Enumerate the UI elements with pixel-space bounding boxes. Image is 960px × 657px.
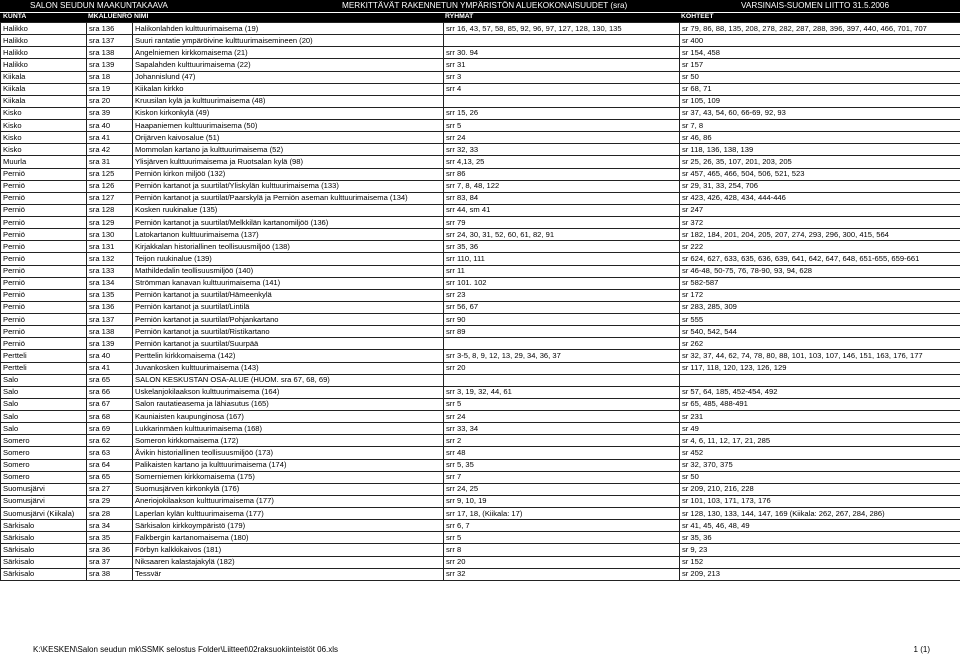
cell-mkaluenro: sra 41 xyxy=(87,362,133,374)
cell-kohteet: sr 283, 285, 309 xyxy=(680,301,960,313)
cell-mkaluenro: sra 40 xyxy=(87,350,133,362)
table-row xyxy=(1,204,960,216)
table-row xyxy=(1,556,960,568)
cell-kunta: Perniö xyxy=(1,192,87,204)
cell-mkaluenro: sra 69 xyxy=(87,423,133,435)
cell-kunta: Perniö xyxy=(1,253,87,265)
cell-mkaluenro: sra 129 xyxy=(87,217,133,229)
cell-ryhmat: srr 2 xyxy=(444,435,680,447)
cell-ryhmat: srr 8 xyxy=(444,544,680,556)
cell-kohteet: sr 32, 37, 44, 62, 74, 78, 80, 88, 101, 103, 107, 146, 151, 163, 176, 177 xyxy=(680,350,960,362)
table-row xyxy=(1,568,960,580)
cell-kohteet: sr 105, 109 xyxy=(680,95,960,107)
cell-mkaluenro: sra 29 xyxy=(87,495,133,507)
cell-kohteet: sr 231 xyxy=(680,411,960,423)
cell-ryhmat: srr 24, 25 xyxy=(444,483,680,495)
cell-kohteet: sr 582-587 xyxy=(680,277,960,289)
cell-kunta: Perniö xyxy=(1,217,87,229)
page-header-bar xyxy=(0,0,960,12)
table-row xyxy=(1,59,960,71)
cell-kohteet: sr 624, 627, 633, 635, 636, 639, 641, 642, 647, 648, 651-655, 659-661 xyxy=(680,253,960,265)
cell-mkaluenro: sra 37 xyxy=(87,556,133,568)
cell-mkaluenro: sra 137 xyxy=(87,314,133,326)
cell-mkaluenro: sra 127 xyxy=(87,192,133,204)
column-header-kunta: KUNTA xyxy=(3,13,27,20)
table-row xyxy=(1,265,960,277)
cell-ryhmat: srr 11 xyxy=(444,265,680,277)
cell-kunta: Perniö xyxy=(1,265,87,277)
cell-kohteet: sr 4, 6, 11, 12, 17, 21, 285 xyxy=(680,435,960,447)
table-row xyxy=(1,544,960,556)
cell-ryhmat: srr 101. 102 xyxy=(444,277,680,289)
cell-kohteet: sr 247 xyxy=(680,204,960,216)
cell-kunta: Muurla xyxy=(1,156,87,168)
cell-kunta: Somero xyxy=(1,447,87,459)
cell-ryhmat: srr 90 xyxy=(444,314,680,326)
table-row xyxy=(1,71,960,83)
table-row xyxy=(1,362,960,374)
cell-mkaluenro: sra 136 xyxy=(87,23,133,35)
table-row xyxy=(1,520,960,532)
cell-nimi: Perttelin kirkkomaisema (142) xyxy=(133,350,444,362)
cell-kohteet: sr 423, 426, 428, 434, 444-446 xyxy=(680,192,960,204)
cell-kohteet: sr 101, 103, 171, 173, 176 xyxy=(680,495,960,507)
table-row xyxy=(1,532,960,544)
cell-kunta: Särkisalo xyxy=(1,544,87,556)
cell-kunta: Halikko xyxy=(1,47,87,59)
cell-ryhmat: srr 15, 26 xyxy=(444,107,680,119)
cell-ryhmat: srr 110, 111 xyxy=(444,253,680,265)
cell-ryhmat: srr 48 xyxy=(444,447,680,459)
table-row xyxy=(1,508,960,520)
cell-mkaluenro: sra 19 xyxy=(87,83,133,95)
table-row xyxy=(1,350,960,362)
table-row xyxy=(1,435,960,447)
table-row xyxy=(1,120,960,132)
cell-kunta: Perniö xyxy=(1,241,87,253)
cell-mkaluenro: sra 68 xyxy=(87,411,133,423)
cell-mkaluenro: sra 42 xyxy=(87,144,133,156)
table-row xyxy=(1,192,960,204)
cell-ryhmat: srr 9, 10, 19 xyxy=(444,495,680,507)
cell-kunta: Särkisalo xyxy=(1,556,87,568)
cell-ryhmat: srr 3 xyxy=(444,71,680,83)
cell-nimi: Sapalahden kulttuurimaisema (22) xyxy=(133,59,444,71)
cell-kohteet: sr 540, 542, 544 xyxy=(680,326,960,338)
table-row xyxy=(1,156,960,168)
cell-ryhmat: srr 32, 33 xyxy=(444,144,680,156)
cell-kohteet: sr 209, 210, 216, 228 xyxy=(680,483,960,495)
cell-mkaluenro: sra 66 xyxy=(87,386,133,398)
cell-ryhmat: srr 4 xyxy=(444,83,680,95)
cell-nimi: Lukkarinmäen kulttuurimaisema (168) xyxy=(133,423,444,435)
cell-nimi: Salon rautatieasema ja lähiasutus (165) xyxy=(133,398,444,410)
cell-nimi: Åvikin historiallinen teollisuusmiljöö (173) xyxy=(133,447,444,459)
cell-ryhmat: srr 89 xyxy=(444,326,680,338)
cell-kunta: Pertteli xyxy=(1,362,87,374)
cell-kohteet: sr 154, 458 xyxy=(680,47,960,59)
footer-file-path: K:\KESKEN\Salon seudun mk\SSMK selostus Folder\Liitteet\02raksuokiinteistöt 06.xls xyxy=(33,645,339,654)
cell-ryhmat: srr 32 xyxy=(444,568,680,580)
cell-ryhmat xyxy=(444,95,680,107)
cell-kohteet: sr 49 xyxy=(680,423,960,435)
table-row xyxy=(1,253,960,265)
cell-mkaluenro: sra 65 xyxy=(87,374,133,386)
cell-kunta: Suomusjärvi (Kiikala) xyxy=(1,508,87,520)
cell-kunta: Perniö xyxy=(1,289,87,301)
cell-kunta: Salo xyxy=(1,398,87,410)
cell-nimi: Ylisjärven kulttuurimaisema ja Ruotsalan kylä (98) xyxy=(133,156,444,168)
cell-kunta: Perniö xyxy=(1,326,87,338)
cell-kunta: Särkisalo xyxy=(1,520,87,532)
cell-mkaluenro: sra 125 xyxy=(87,168,133,180)
cell-kohteet: sr 555 xyxy=(680,314,960,326)
cell-nimi: Perniön kartanot ja suurtilat/Pohjankartano xyxy=(133,314,444,326)
cell-nimi: Perniön kartanot ja suurtilat/Yliskylän kulttuurimaisema (133) xyxy=(133,180,444,192)
cell-ryhmat: srr 33, 34 xyxy=(444,423,680,435)
cell-mkaluenro: sra 27 xyxy=(87,483,133,495)
cell-mkaluenro: sra 39 xyxy=(87,107,133,119)
table-row xyxy=(1,386,960,398)
cell-kohteet: sr 68, 71 xyxy=(680,83,960,95)
cell-kunta: Kisko xyxy=(1,107,87,119)
cell-nimi: Kirjakkalan historiallinen teollisuusmiljöö (138) xyxy=(133,241,444,253)
table-row xyxy=(1,95,960,107)
cell-kunta: Suomusjärvi xyxy=(1,495,87,507)
cell-nimi: Kruusilan kylä ja kulttuurimaisema (48) xyxy=(133,95,444,107)
cell-mkaluenro: sra 132 xyxy=(87,253,133,265)
cell-kunta: Halikko xyxy=(1,23,87,35)
cell-kohteet: sr 452 xyxy=(680,447,960,459)
cell-ryhmat: srr 5 xyxy=(444,398,680,410)
cell-kunta: Särkisalo xyxy=(1,568,87,580)
cell-mkaluenro: sra 139 xyxy=(87,59,133,71)
cell-nimi: Perniön kartanot ja suurtilat/Paarskylä ja Perniön aseman kulttuurimaisema (134) xyxy=(133,192,444,204)
cell-mkaluenro: sra 62 xyxy=(87,435,133,447)
cell-ryhmat: srr 3, 19, 32, 44, 61 xyxy=(444,386,680,398)
table-row xyxy=(1,144,960,156)
cell-nimi: Förbyn kalkkikaivos (181) xyxy=(133,544,444,556)
table-row xyxy=(1,35,960,47)
column-header-mkaluenro: MKALUENRO xyxy=(88,13,133,20)
cell-nimi: Angelniemen kirkkomaisema (21) xyxy=(133,47,444,59)
cell-kohteet: sr 35, 36 xyxy=(680,532,960,544)
cell-ryhmat: srr 56, 67 xyxy=(444,301,680,313)
table-row xyxy=(1,411,960,423)
cell-nimi: Kiikalan kirkko xyxy=(133,83,444,95)
cell-nimi: Tessvär xyxy=(133,568,444,580)
cell-mkaluenro: sra 41 xyxy=(87,132,133,144)
cell-nimi: Palikaisten kartano ja kulttuurimaisema (174) xyxy=(133,459,444,471)
cell-kohteet: sr 25, 26, 35, 107, 201, 203, 205 xyxy=(680,156,960,168)
cell-kunta: Somero xyxy=(1,435,87,447)
table-row xyxy=(1,277,960,289)
cell-kunta: Kiikala xyxy=(1,71,87,83)
cell-kohteet: sr 37, 43, 54, 60, 66-69, 92, 93 xyxy=(680,107,960,119)
table-row xyxy=(1,83,960,95)
cell-kunta: Perniö xyxy=(1,204,87,216)
cell-nimi: Suuri rantatie ympäröivine kulttuurimaisemineen (20) xyxy=(133,35,444,47)
cell-ryhmat: srr 86 xyxy=(444,168,680,180)
cell-mkaluenro: sra 135 xyxy=(87,289,133,301)
table-row xyxy=(1,374,960,386)
cell-kohteet: sr 32, 370, 375 xyxy=(680,459,960,471)
cell-kunta: Perniö xyxy=(1,229,87,241)
cell-nimi: Kiskon kirkonkylä (49) xyxy=(133,107,444,119)
table-row xyxy=(1,423,960,435)
cell-ryhmat xyxy=(444,374,680,386)
cell-kunta: Somero xyxy=(1,471,87,483)
cell-ryhmat: srr 7 xyxy=(444,471,680,483)
cell-ryhmat: srr 24 xyxy=(444,411,680,423)
cell-nimi: Uskelanjokilaakson kulttuurimaisema (164) xyxy=(133,386,444,398)
cell-kunta: Kisko xyxy=(1,144,87,156)
cell-kohteet: sr 50 xyxy=(680,471,960,483)
cell-kunta: Kiikala xyxy=(1,83,87,95)
cell-nimi: Aneriojokilaakson kulttuurimaisema (177) xyxy=(133,495,444,507)
cell-nimi: Latokartanon kulttuurimaisema (137) xyxy=(133,229,444,241)
cell-kunta: Perniö xyxy=(1,168,87,180)
table-row xyxy=(1,229,960,241)
cell-kohteet: sr 372 xyxy=(680,217,960,229)
cell-kunta: Pertteli xyxy=(1,350,87,362)
cell-ryhmat: srr 6, 7 xyxy=(444,520,680,532)
cell-ryhmat: srr 24 xyxy=(444,132,680,144)
cell-kunta: Perniö xyxy=(1,338,87,350)
cell-kohteet: sr 46, 86 xyxy=(680,132,960,144)
table-row xyxy=(1,447,960,459)
cell-ryhmat: srr 7, 8, 48, 122 xyxy=(444,180,680,192)
cell-ryhmat: srr 5 xyxy=(444,532,680,544)
cell-nimi: Halikonlahden kulttuurimaisema (19) xyxy=(133,23,444,35)
cell-ryhmat: srr 35, 36 xyxy=(444,241,680,253)
cell-nimi: Somerniemen kirkkomaisema (175) xyxy=(133,471,444,483)
cell-kunta: Salo xyxy=(1,386,87,398)
cell-mkaluenro: sra 138 xyxy=(87,326,133,338)
cell-ryhmat: srr 31 xyxy=(444,59,680,71)
cell-kunta: Perniö xyxy=(1,301,87,313)
cell-mkaluenro: sra 64 xyxy=(87,459,133,471)
cell-kunta: Perniö xyxy=(1,277,87,289)
cell-mkaluenro: sra 136 xyxy=(87,301,133,313)
cell-kohteet: sr 262 xyxy=(680,338,960,350)
cell-nimi: Perniön kartanot ja suurtilat/Hämeenkylä xyxy=(133,289,444,301)
cell-kunta: Halikko xyxy=(1,35,87,47)
cell-nimi: Orijärven kaivosalue (51) xyxy=(133,132,444,144)
cell-nimi: Kosken ruukinalue (135) xyxy=(133,204,444,216)
cell-mkaluenro: sra 20 xyxy=(87,95,133,107)
cell-mkaluenro: sra 130 xyxy=(87,229,133,241)
cell-nimi: Perniön kartanot ja suurtilat/Suurpää xyxy=(133,338,444,350)
cell-ryhmat: srr 4,13, 25 xyxy=(444,156,680,168)
cell-mkaluenro: sra 138 xyxy=(87,47,133,59)
cell-nimi: Mommolan kartano ja kulttuurimaisema (52) xyxy=(133,144,444,156)
table-row xyxy=(1,241,960,253)
cell-kunta: Salo xyxy=(1,423,87,435)
cell-mkaluenro: sra 65 xyxy=(87,471,133,483)
cell-kohteet: sr 50 xyxy=(680,71,960,83)
cell-kunta: Kisko xyxy=(1,120,87,132)
cell-ryhmat: srr 23 xyxy=(444,289,680,301)
table-row xyxy=(1,483,960,495)
cell-mkaluenro: sra 133 xyxy=(87,265,133,277)
table-row xyxy=(1,168,960,180)
cell-kohteet: sr 57, 64, 185, 452-454, 492 xyxy=(680,386,960,398)
cell-kohteet xyxy=(680,374,960,386)
cell-mkaluenro: sra 18 xyxy=(87,71,133,83)
cell-mkaluenro: sra 63 xyxy=(87,447,133,459)
cell-kunta: Särkisalo xyxy=(1,532,87,544)
table-row xyxy=(1,301,960,313)
cell-kunta: Suomusjärvi xyxy=(1,483,87,495)
table-row xyxy=(1,23,960,35)
cell-ryhmat: srr 17, 18, (Kiikala: 17) xyxy=(444,508,680,520)
cell-kohteet: sr 117, 118, 120, 123, 126, 129 xyxy=(680,362,960,374)
cell-ryhmat: srr 5 xyxy=(444,120,680,132)
column-header-kohteet: KOHTEET xyxy=(681,13,714,20)
table-row xyxy=(1,107,960,119)
data-table xyxy=(0,22,960,581)
cell-mkaluenro: sra 126 xyxy=(87,180,133,192)
cell-nimi: Juvankosken kulttuurimaisema (143) xyxy=(133,362,444,374)
cell-kunta: Perniö xyxy=(1,180,87,192)
cell-kohteet: sr 157 xyxy=(680,59,960,71)
cell-kohteet: sr 65, 485, 488-491 xyxy=(680,398,960,410)
cell-ryhmat: srr 30. 94 xyxy=(444,47,680,59)
cell-mkaluenro: sra 67 xyxy=(87,398,133,410)
cell-mkaluenro: sra 128 xyxy=(87,204,133,216)
cell-mkaluenro: sra 40 xyxy=(87,120,133,132)
cell-kohteet: sr 209, 213 xyxy=(680,568,960,580)
table-row xyxy=(1,289,960,301)
cell-kohteet: sr 172 xyxy=(680,289,960,301)
cell-nimi: Haapaniemen kulttuurimaisema (50) xyxy=(133,120,444,132)
cell-mkaluenro: sra 131 xyxy=(87,241,133,253)
cell-ryhmat xyxy=(444,338,680,350)
cell-ryhmat: srr 3-5, 8, 9, 12, 13, 29, 34, 36, 37 xyxy=(444,350,680,362)
cell-mkaluenro: sra 28 xyxy=(87,508,133,520)
cell-mkaluenro: sra 38 xyxy=(87,568,133,580)
table-row xyxy=(1,398,960,410)
table-row xyxy=(1,217,960,229)
cell-kohteet: sr 457, 465, 466, 504, 506, 521, 523 xyxy=(680,168,960,180)
table-row xyxy=(1,180,960,192)
cell-kohteet: sr 128, 130, 133, 144, 147, 169 (Kiikala: 262, 267, 284, 286) xyxy=(680,508,960,520)
cell-kohteet: sr 222 xyxy=(680,241,960,253)
cell-kunta: Kiikala xyxy=(1,95,87,107)
cell-kohteet: sr 182, 184, 201, 204, 205, 207, 274, 293, 296, 300, 415, 564 xyxy=(680,229,960,241)
cell-kohteet: sr 41, 45, 46, 48, 49 xyxy=(680,520,960,532)
cell-ryhmat: srr 5, 35 xyxy=(444,459,680,471)
table-row xyxy=(1,471,960,483)
cell-kunta: Somero xyxy=(1,459,87,471)
cell-mkaluenro: sra 31 xyxy=(87,156,133,168)
cell-ryhmat: srr 79 xyxy=(444,217,680,229)
cell-kohteet: sr 400 xyxy=(680,35,960,47)
cell-ryhmat: srr 20 xyxy=(444,556,680,568)
cell-nimi: Someron kirkkomaisema (172) xyxy=(133,435,444,447)
cell-nimi: Strömman kanavan kulttuurimaisema (141) xyxy=(133,277,444,289)
cell-kohteet: sr 79, 86, 88, 135, 208, 278, 282, 287, 288, 396, 397, 440, 466, 701, 707 xyxy=(680,23,960,35)
cell-nimi: Suomusjärven kirkonkylä (176) xyxy=(133,483,444,495)
cell-kohteet: sr 7, 8 xyxy=(680,120,960,132)
cell-kunta: Salo xyxy=(1,374,87,386)
data-table-body xyxy=(1,23,960,581)
cell-kohteet: sr 46-48, 50-75, 76, 78-90, 93, 94, 628 xyxy=(680,265,960,277)
cell-nimi: Laperlan kylän kulttuurimaisema (177) xyxy=(133,508,444,520)
cell-kohteet: sr 118, 136, 138, 139 xyxy=(680,144,960,156)
cell-nimi: Johannislund (47) xyxy=(133,71,444,83)
cell-nimi: Perniön kartanot ja suurtilat/Ristikartano xyxy=(133,326,444,338)
table-row xyxy=(1,47,960,59)
cell-mkaluenro: sra 36 xyxy=(87,544,133,556)
cell-kohteet: sr 152 xyxy=(680,556,960,568)
table-row xyxy=(1,338,960,350)
cell-nimi: Niksaaren kalastajakylä (182) xyxy=(133,556,444,568)
cell-nimi: Perniön kartanot ja suurtilat/Lintilä xyxy=(133,301,444,313)
cell-nimi: Perniön kartanot ja suurtilat/Melkkilän kartanomiljöö (136) xyxy=(133,217,444,229)
cell-nimi: Kauniaisten kaupunginosa (167) xyxy=(133,411,444,423)
cell-kunta: Halikko xyxy=(1,59,87,71)
cell-ryhmat: srr 83, 84 xyxy=(444,192,680,204)
cell-ryhmat: srr 16, 43, 57, 58, 85, 92, 96, 97, 127, 128, 130, 135 xyxy=(444,23,680,35)
table-row xyxy=(1,314,960,326)
table-row xyxy=(1,132,960,144)
cell-kunta: Perniö xyxy=(1,314,87,326)
column-header-row xyxy=(0,13,960,22)
cell-nimi: Mathildedalin teollisuusmiljöö (140) xyxy=(133,265,444,277)
cell-nimi: Perniön kirkon miljöö (132) xyxy=(133,168,444,180)
cell-kunta: Kisko xyxy=(1,132,87,144)
cell-mkaluenro: sra 34 xyxy=(87,520,133,532)
table-row xyxy=(1,459,960,471)
header-right-title: VARSINAIS-SUOMEN LIITTO 31.5.2006 xyxy=(741,1,890,10)
table-row xyxy=(1,495,960,507)
cell-kohteet: sr 29, 31, 33, 254, 706 xyxy=(680,180,960,192)
cell-kunta: Salo xyxy=(1,411,87,423)
cell-nimi: Teijon ruukinalue (139) xyxy=(133,253,444,265)
cell-mkaluenro: sra 134 xyxy=(87,277,133,289)
cell-ryhmat: srr 24, 30, 31, 52, 60, 61, 82, 91 xyxy=(444,229,680,241)
cell-nimi: SALON KESKUSTAN OSA-ALUE (HUOM. sra 67, 68, 69) xyxy=(133,374,444,386)
header-center-title: MERKITTÄVÄT RAKENNETUN YMPÄRISTÖN ALUEKOKONAISUUDET (sra) xyxy=(342,1,628,10)
cell-kohteet: sr 9, 23 xyxy=(680,544,960,556)
cell-mkaluenro: sra 139 xyxy=(87,338,133,350)
cell-nimi: Falkbergin kartanomaisema (180) xyxy=(133,532,444,544)
footer-page-number: 1 (1) xyxy=(913,645,930,654)
table-row xyxy=(1,326,960,338)
column-header-nimi: NIMI xyxy=(134,13,149,20)
column-header-ryhmat: RYHMAT xyxy=(445,13,474,20)
cell-ryhmat xyxy=(444,35,680,47)
cell-mkaluenro: sra 35 xyxy=(87,532,133,544)
cell-ryhmat: srr 44, sm 41 xyxy=(444,204,680,216)
header-left-title: SALON SEUDUN MAAKUNTAKAAVA xyxy=(30,1,168,10)
cell-mkaluenro: sra 137 xyxy=(87,35,133,47)
cell-nimi: Särkisalon kirkkoympäristö (179) xyxy=(133,520,444,532)
cell-ryhmat: srr 20 xyxy=(444,362,680,374)
